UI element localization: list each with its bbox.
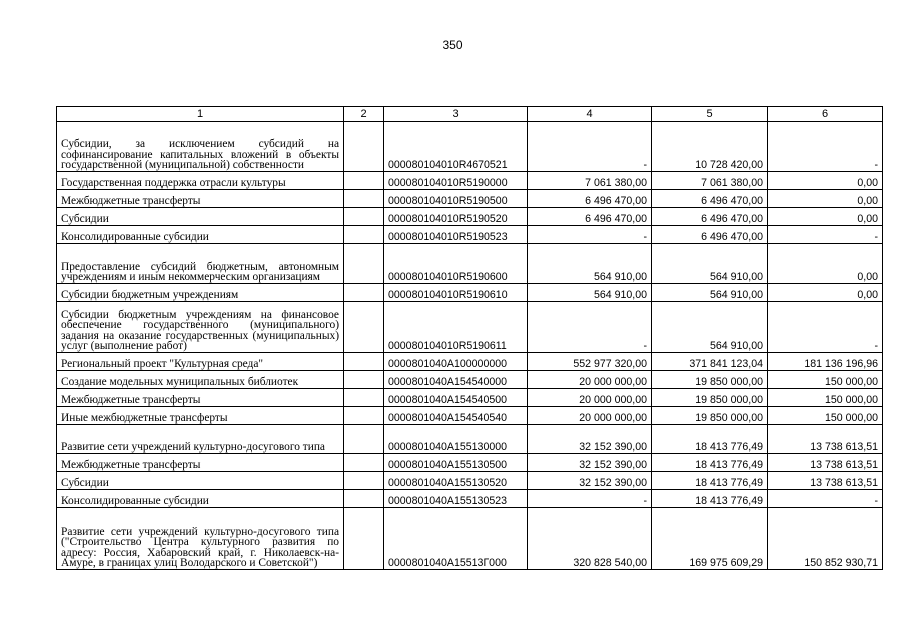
table-row bbox=[57, 508, 883, 570]
row-value-6: 0,00 bbox=[768, 284, 883, 302]
row-code: 000080104010R5190000 bbox=[384, 172, 528, 190]
row-name: Межбюджетные трансферты bbox=[57, 190, 344, 208]
row-code: 000080104010R5190500 bbox=[384, 190, 528, 208]
row-code: 000080104010R4670521 bbox=[384, 122, 528, 172]
row-name: Межбюджетные трансферты bbox=[57, 454, 344, 472]
row-value-4: - bbox=[528, 122, 652, 172]
row-value-5: 564 910,00 bbox=[652, 244, 768, 284]
row-value-6: 150 000,00 bbox=[768, 389, 883, 407]
row-value-6: 0,00 bbox=[768, 208, 883, 226]
row-col2 bbox=[344, 407, 384, 425]
row-name: Консолидированные субсидии bbox=[57, 490, 344, 508]
table-row bbox=[57, 371, 883, 389]
row-value-5: 19 850 000,00 bbox=[652, 407, 768, 425]
row-value-5: 6 496 470,00 bbox=[652, 190, 768, 208]
budget-table bbox=[56, 106, 883, 570]
row-value-6: - bbox=[768, 302, 883, 353]
row-value-4: 7 061 380,00 bbox=[528, 172, 652, 190]
row-code: 000080104010R5190520 bbox=[384, 208, 528, 226]
row-name: Развитие сети учреждений культурно-досугового типа ("Строительство Центра культурного развития по адресу: Россия, Хабаровский край, г. Николаевск-на-Амуре, в границах улиц Володарского и Советской") bbox=[57, 508, 344, 570]
row-name: Субсидии бюджетным учреждениям bbox=[57, 284, 344, 302]
table-row bbox=[57, 284, 883, 302]
row-name: Развитие сети учреждений культурно-досугового типа bbox=[57, 425, 344, 454]
row-col2 bbox=[344, 425, 384, 454]
row-name: Консолидированные субсидии bbox=[57, 226, 344, 244]
column-header: 6 bbox=[768, 107, 883, 122]
row-code: 0000801040A154540000 bbox=[384, 371, 528, 389]
row-value-6: - bbox=[768, 122, 883, 172]
row-name: Субсидии бюджетным учреждениям на финансовое обеспечение государственного (муниципального) задания на оказание государственных (муниципальных) услуг (выполнение работ) bbox=[57, 302, 344, 353]
row-code: 0000801040A155130520 bbox=[384, 472, 528, 490]
column-header: 2 bbox=[344, 107, 384, 122]
row-value-6: 13 738 613,51 bbox=[768, 425, 883, 454]
row-col2 bbox=[344, 122, 384, 172]
table-row bbox=[57, 490, 883, 508]
row-name: Региональный проект "Культурная среда" bbox=[57, 353, 344, 371]
row-col2 bbox=[344, 284, 384, 302]
row-name: Иные межбюджетные трансферты bbox=[57, 407, 344, 425]
row-value-5: 19 850 000,00 bbox=[652, 371, 768, 389]
row-value-5: 564 910,00 bbox=[652, 302, 768, 353]
row-name: Субсидии, за исключением субсидий на софинансирование капитальных вложений в объекты государственной (муниципальной) собственности bbox=[57, 122, 344, 172]
row-code: 0000801040A154540540 bbox=[384, 407, 528, 425]
row-col2 bbox=[344, 508, 384, 570]
row-code: 000080104010R5190523 bbox=[384, 226, 528, 244]
row-value-6: 0,00 bbox=[768, 172, 883, 190]
row-value-5: 18 413 776,49 bbox=[652, 490, 768, 508]
row-value-6: 181 136 196,96 bbox=[768, 353, 883, 371]
row-value-6: - bbox=[768, 490, 883, 508]
row-value-4: 32 152 390,00 bbox=[528, 472, 652, 490]
row-col2 bbox=[344, 472, 384, 490]
row-value-6: - bbox=[768, 226, 883, 244]
row-value-6: 13 738 613,51 bbox=[768, 472, 883, 490]
table-row bbox=[57, 454, 883, 472]
table-row bbox=[57, 122, 883, 172]
row-value-4: 552 977 320,00 bbox=[528, 353, 652, 371]
row-col2 bbox=[344, 353, 384, 371]
row-name: Государственная поддержка отрасли культуры bbox=[57, 172, 344, 190]
table-row bbox=[57, 244, 883, 284]
row-value-5: 564 910,00 bbox=[652, 284, 768, 302]
row-code: 000080104010R5190600 bbox=[384, 244, 528, 284]
row-value-5: 7 061 380,00 bbox=[652, 172, 768, 190]
table-row bbox=[57, 172, 883, 190]
row-value-6: 150 000,00 bbox=[768, 371, 883, 389]
row-value-6: 150 852 930,71 bbox=[768, 508, 883, 570]
row-value-6: 0,00 bbox=[768, 244, 883, 284]
row-code: 0000801040A154540500 bbox=[384, 389, 528, 407]
row-value-4: - bbox=[528, 226, 652, 244]
row-value-5: 18 413 776,49 bbox=[652, 472, 768, 490]
table-row bbox=[57, 353, 883, 371]
row-value-4: 32 152 390,00 bbox=[528, 454, 652, 472]
row-value-4: 564 910,00 bbox=[528, 244, 652, 284]
row-value-6: 150 000,00 bbox=[768, 407, 883, 425]
row-value-6: 0,00 bbox=[768, 190, 883, 208]
column-header: 3 bbox=[384, 107, 528, 122]
table-row bbox=[57, 389, 883, 407]
row-value-4: 6 496 470,00 bbox=[528, 208, 652, 226]
row-name: Субсидии bbox=[57, 472, 344, 490]
row-col2 bbox=[344, 490, 384, 508]
table-row bbox=[57, 472, 883, 490]
row-value-4: - bbox=[528, 302, 652, 353]
row-col2 bbox=[344, 172, 384, 190]
row-col2 bbox=[344, 454, 384, 472]
row-col2 bbox=[344, 208, 384, 226]
row-value-5: 169 975 609,29 bbox=[652, 508, 768, 570]
row-col2 bbox=[344, 302, 384, 353]
row-value-4: 20 000 000,00 bbox=[528, 389, 652, 407]
row-col2 bbox=[344, 244, 384, 284]
row-value-5: 10 728 420,00 bbox=[652, 122, 768, 172]
table-row bbox=[57, 226, 883, 244]
row-value-5: 18 413 776,49 bbox=[652, 425, 768, 454]
row-col2 bbox=[344, 226, 384, 244]
row-value-6: 13 738 613,51 bbox=[768, 454, 883, 472]
row-value-5: 371 841 123,04 bbox=[652, 353, 768, 371]
row-value-4: - bbox=[528, 490, 652, 508]
row-name: Предоставление субсидий бюджетным, автономным учреждениям и иным некоммерческим организациям bbox=[57, 244, 344, 284]
row-value-4: 320 828 540,00 bbox=[528, 508, 652, 570]
row-code: 0000801040A155130000 bbox=[384, 425, 528, 454]
column-header: 4 bbox=[528, 107, 652, 122]
row-value-4: 6 496 470,00 bbox=[528, 190, 652, 208]
table-row bbox=[57, 302, 883, 353]
row-name: Межбюджетные трансферты bbox=[57, 389, 344, 407]
row-value-5: 6 496 470,00 bbox=[652, 226, 768, 244]
header-row bbox=[57, 107, 883, 122]
column-header: 5 bbox=[652, 107, 768, 122]
page-number: 350 bbox=[442, 38, 463, 52]
row-code: 000080104010R5190611 bbox=[384, 302, 528, 353]
row-value-5: 6 496 470,00 bbox=[652, 208, 768, 226]
row-code: 0000801040A155130500 bbox=[384, 454, 528, 472]
row-value-5: 19 850 000,00 bbox=[652, 389, 768, 407]
row-name: Создание модельных муниципальных библиотек bbox=[57, 371, 344, 389]
row-value-4: 32 152 390,00 bbox=[528, 425, 652, 454]
row-value-4: 20 000 000,00 bbox=[528, 407, 652, 425]
table-row bbox=[57, 190, 883, 208]
row-col2 bbox=[344, 190, 384, 208]
row-code: 000080104010R5190610 bbox=[384, 284, 528, 302]
row-name: Субсидии bbox=[57, 208, 344, 226]
column-header: 1 bbox=[57, 107, 344, 122]
table-row bbox=[57, 407, 883, 425]
row-col2 bbox=[344, 389, 384, 407]
row-value-5: 18 413 776,49 bbox=[652, 454, 768, 472]
row-code: 0000801040A155130523 bbox=[384, 490, 528, 508]
table-row bbox=[57, 208, 883, 226]
row-col2 bbox=[344, 371, 384, 389]
row-code: 0000801040A15513Г000 bbox=[384, 508, 528, 570]
row-value-4: 20 000 000,00 bbox=[528, 371, 652, 389]
table-row bbox=[57, 425, 883, 454]
row-value-4: 564 910,00 bbox=[528, 284, 652, 302]
row-code: 0000801040A100000000 bbox=[384, 353, 528, 371]
